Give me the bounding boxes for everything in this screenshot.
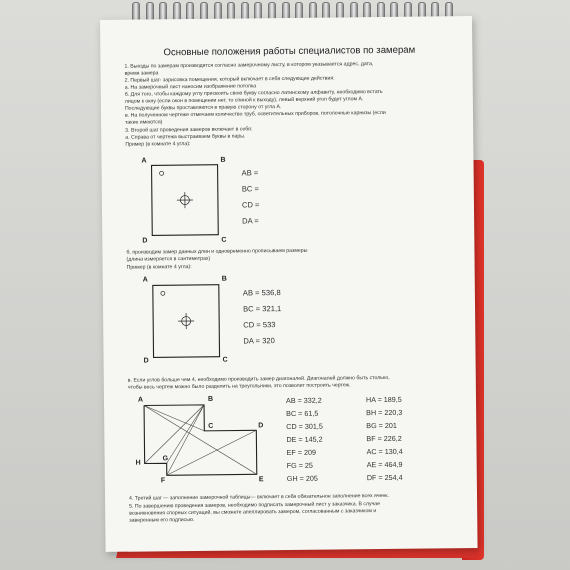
instruction-sheet — [100, 16, 478, 552]
measurement-pair: FG = 25 — [286, 460, 313, 471]
text-line: возникновения спорных ситуаций, вы сможете апеллировать замером, согласованным с заказчиком и — [129, 508, 377, 517]
text-line: время замера — [124, 70, 159, 77]
measurement-pair: CD = 533 — [243, 320, 276, 330]
text-line: 3. Второй шаг проведения замеров включает в себя: — [125, 126, 253, 134]
corner-label: E — [258, 476, 264, 484]
measurement-pair: AB = 536,8 — [242, 288, 281, 298]
corner-label: D — [258, 422, 264, 430]
text-line: в. На полученном чертеже отмечаем количество труб, осветительных приборов, потолочные карнизы (если — [124, 109, 386, 119]
text-line: лицом к окну (если окон в помещении нет, то спиной к выходу), левый верхний угол будет углом А. — [124, 96, 364, 105]
text-line: Последующие буквы проставляются в правую сторону от угла А. — [124, 104, 282, 112]
corner-label: B — [220, 156, 226, 164]
corner-label: F — [160, 477, 166, 485]
corner-label: A — [142, 276, 148, 284]
text-line: такие имеются) — [125, 119, 163, 126]
measurement-pair: BC = — [241, 184, 259, 194]
measurement-pair: CD = — [241, 200, 260, 210]
corner-label: H — [135, 459, 141, 467]
measurement-pair: DA = — [242, 216, 259, 226]
text-line: (длина измеряется в сантиметрах) — [126, 255, 211, 263]
measurement-pair: BC = 61,5 — [286, 408, 319, 419]
text-line: а. Справа от чертежа выстраиваем буквы в пары. — [125, 133, 246, 141]
text-line: 5. По завершению проведения замеров, необходимо подписать замерочный лист у заказчика. В случае — [129, 501, 381, 510]
text-line: Пример (в комнате 4 угла): — [125, 141, 191, 148]
measurement-pair: BH = 220,3 — [366, 407, 403, 418]
measurement-pair: DF = 254,4 — [366, 472, 403, 483]
corner-label: C — [221, 236, 227, 244]
measurement-pair: DA = 320 — [243, 336, 275, 346]
corner-label: A — [137, 396, 144, 404]
room-diagram-2 — [147, 277, 228, 368]
text-line: заверенным его подписью. — [129, 516, 195, 524]
measurement-pair: BF = 226,2 — [366, 433, 402, 444]
text-line: чтобы весь чертеж можно было разделить на треугольники, это позволит построить чертеж. — [127, 382, 351, 391]
measurement-pair: GH = 205 — [286, 473, 318, 484]
corner-label: B — [221, 275, 227, 283]
corner-label: A — [141, 157, 147, 165]
text-line: б. Для того, чтобы каждому углу присвоить свою букву согласно латинскому алфавиту, необходимо встать — [124, 88, 383, 98]
measurement-pair: AC = 130,4 — [366, 446, 403, 457]
corner-label: G — [162, 455, 169, 463]
page-title: Основные положения работы специалистов по замерам — [163, 44, 416, 59]
corner-label: C — [208, 422, 214, 430]
measurement-pair: AB = — [241, 168, 259, 178]
measurement-pair: DE = 145,2 — [286, 434, 323, 445]
text-line: 4. Третий шаг — заполнение замерочной таблицы— включает в себя обязательное заполнение всех ячеек. — [128, 492, 390, 502]
measurement-pair: HA = 189,5 — [365, 394, 402, 405]
measurement-pair: AE = 464,9 — [366, 459, 403, 470]
polygon-diagram — [135, 396, 269, 487]
measurement-pair: EF = 209 — [286, 447, 316, 458]
text-line: б. производим замер данных длин и одновременно прописываем размеры — [126, 247, 308, 256]
room-diagram-1 — [145, 157, 226, 248]
measurement-pair: BC = 321,1 — [242, 304, 282, 314]
text-line: 1. Выезды по замерам производятся согласно замерочному листу, в котором указывается адрес, дата, — [124, 61, 374, 70]
text-line: а. На замерочный лист наносим изображение потолка — [124, 83, 257, 91]
corner-label: D — [142, 237, 148, 245]
text-line: в. Если углов больше чем 4, необходимо производить замер диагоналей. Диагоналей должно быть столько, — [127, 374, 390, 384]
corner-label: D — [143, 357, 149, 365]
text-line: Пример (в комнате 4 угла): — [126, 264, 192, 271]
measurement-pair: CD = 301,5 — [286, 421, 323, 432]
corner-label: B — [207, 395, 214, 403]
corner-label: C — [222, 356, 228, 364]
text-line: 2. Первый шаг- зарисовка помещения, который включает в себя следующие действия: — [124, 75, 335, 84]
measurement-pair: AB = 332,2 — [285, 395, 322, 406]
measurement-pair: BG = 201 — [366, 420, 397, 431]
